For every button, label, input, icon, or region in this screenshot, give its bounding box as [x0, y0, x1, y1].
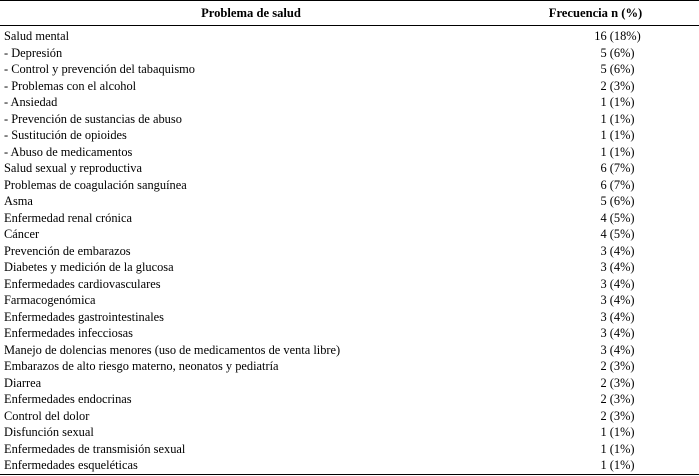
- table-row: [0, 243, 699, 260]
- problem-cell: Control del dolor: [4, 408, 90, 423]
- frequency-cell: 3 (4%): [600, 342, 635, 357]
- problem-cell: Embarazos de alto riesgo materno, neonatos y pediatría: [4, 359, 279, 373]
- problem-cell: Cáncer: [4, 227, 40, 241]
- problem-cell: Diabetes y medición de la glucosa: [4, 260, 174, 274]
- problem-cell: Enfermedad renal crónica: [4, 210, 132, 225]
- problem-cell: - Ansiedad: [4, 95, 58, 109]
- table-row: [0, 78, 699, 95]
- frequency-cell: 6 (7%): [600, 177, 635, 192]
- table-row: [0, 111, 699, 128]
- table-row: [0, 408, 699, 425]
- table-header: [0, 1, 699, 26]
- frequency-cell: 2 (3%): [600, 359, 635, 373]
- frequency-cell: 3 (4%): [600, 260, 635, 274]
- problem-cell: Prevención de embarazos: [4, 243, 131, 258]
- frequency-cell: 2 (3%): [600, 375, 635, 390]
- frequency-cell: 5 (6%): [600, 194, 635, 208]
- table-row: [0, 259, 699, 276]
- problem-cell: - Depresión: [4, 45, 63, 60]
- problem-cell: - Prevención de sustancias de abuso: [4, 111, 182, 126]
- problem-cell: Diarrea: [4, 375, 42, 390]
- table-row: [0, 193, 699, 210]
- table-row: [0, 160, 699, 177]
- table-row: [0, 210, 699, 227]
- frequency-cell: 1 (1%): [600, 144, 635, 159]
- frequency-cell: 6 (7%): [600, 161, 635, 175]
- table-row: [0, 45, 699, 62]
- problem-cell: Enfermedades esqueléticas: [0, 457, 500, 474]
- table-row: [0, 358, 699, 375]
- frequency-cell: 2 (3%): [600, 78, 635, 93]
- problem-cell: Enfermedades gastrointestinales: [4, 309, 164, 324]
- problem-cell: Enfermedades de transmisión sexual: [4, 441, 186, 456]
- problem-cell: Salud mental: [4, 29, 70, 43]
- table-row: [0, 26, 699, 45]
- frequency-cell: 1 (1%): [600, 441, 635, 456]
- header-frequency: Frecuencia n (%): [500, 1, 699, 26]
- header-problem: Problema de salud: [0, 1, 500, 26]
- frequency-cell: 16 (18%): [594, 29, 641, 43]
- table-row: [0, 177, 699, 194]
- problem-cell: Salud sexual y reproductiva: [4, 161, 142, 175]
- frequency-cell: 1 (1%): [600, 425, 635, 439]
- problem-cell: Asma: [4, 194, 33, 208]
- frequency-cell: 1 (1%): [500, 457, 699, 474]
- problem-cell: Farmacogenómica: [4, 293, 96, 307]
- frequency-cell: 5 (6%): [600, 62, 635, 76]
- frequency-cell: 4 (5%): [600, 210, 635, 225]
- table-row: [0, 276, 699, 293]
- table-row: [0, 127, 699, 144]
- frequency-cell: 1 (1%): [600, 95, 635, 109]
- table-row: [0, 457, 699, 474]
- problem-cell: Enfermedades cardiovasculares: [4, 276, 161, 291]
- table-row: [0, 441, 699, 458]
- table-row: [0, 375, 699, 392]
- header-row: [0, 1, 699, 26]
- problem-cell: - Problemas con el alcohol: [4, 78, 137, 93]
- frequency-cell: 3 (4%): [600, 276, 635, 291]
- frequency-cell: 2 (3%): [600, 408, 635, 423]
- frequency-cell: 1 (1%): [600, 111, 635, 126]
- table-row: [0, 342, 699, 359]
- problem-cell: Enfermedades infecciosas: [4, 326, 134, 340]
- table-row: [0, 391, 699, 408]
- frequency-cell: 3 (4%): [600, 243, 635, 258]
- frequency-cell: 1 (1%): [600, 128, 635, 142]
- table-row: [0, 94, 699, 111]
- table-row: [0, 309, 699, 326]
- problem-cell: Enfermedades endocrinas: [4, 392, 132, 406]
- problem-cell: Manejo de dolencias menores (uso de medicamentos de venta libre): [4, 342, 341, 357]
- table-row: [0, 61, 699, 78]
- table-row: [0, 325, 699, 342]
- frequency-cell: 3 (4%): [600, 326, 635, 340]
- frequency-cell: 5 (6%): [600, 45, 635, 60]
- problem-cell: - Abuso de medicamentos: [4, 144, 133, 159]
- frequency-cell: 4 (5%): [600, 227, 635, 241]
- frequency-cell: 2 (3%): [600, 392, 635, 406]
- frequency-cell: 3 (4%): [600, 293, 635, 307]
- problem-cell: - Sustitución de opioides: [4, 128, 127, 142]
- problem-cell: Problemas de coagulación sanguínea: [4, 177, 187, 192]
- table-row: [0, 292, 699, 309]
- problem-cell: - Control y prevención del tabaquismo: [4, 62, 195, 76]
- table-row: [0, 144, 699, 161]
- problem-cell: Disfunción sexual: [4, 425, 94, 439]
- table-row: [0, 424, 699, 441]
- frequency-cell: 3 (4%): [600, 309, 635, 324]
- table-body: [0, 26, 699, 475]
- table-row: [0, 226, 699, 243]
